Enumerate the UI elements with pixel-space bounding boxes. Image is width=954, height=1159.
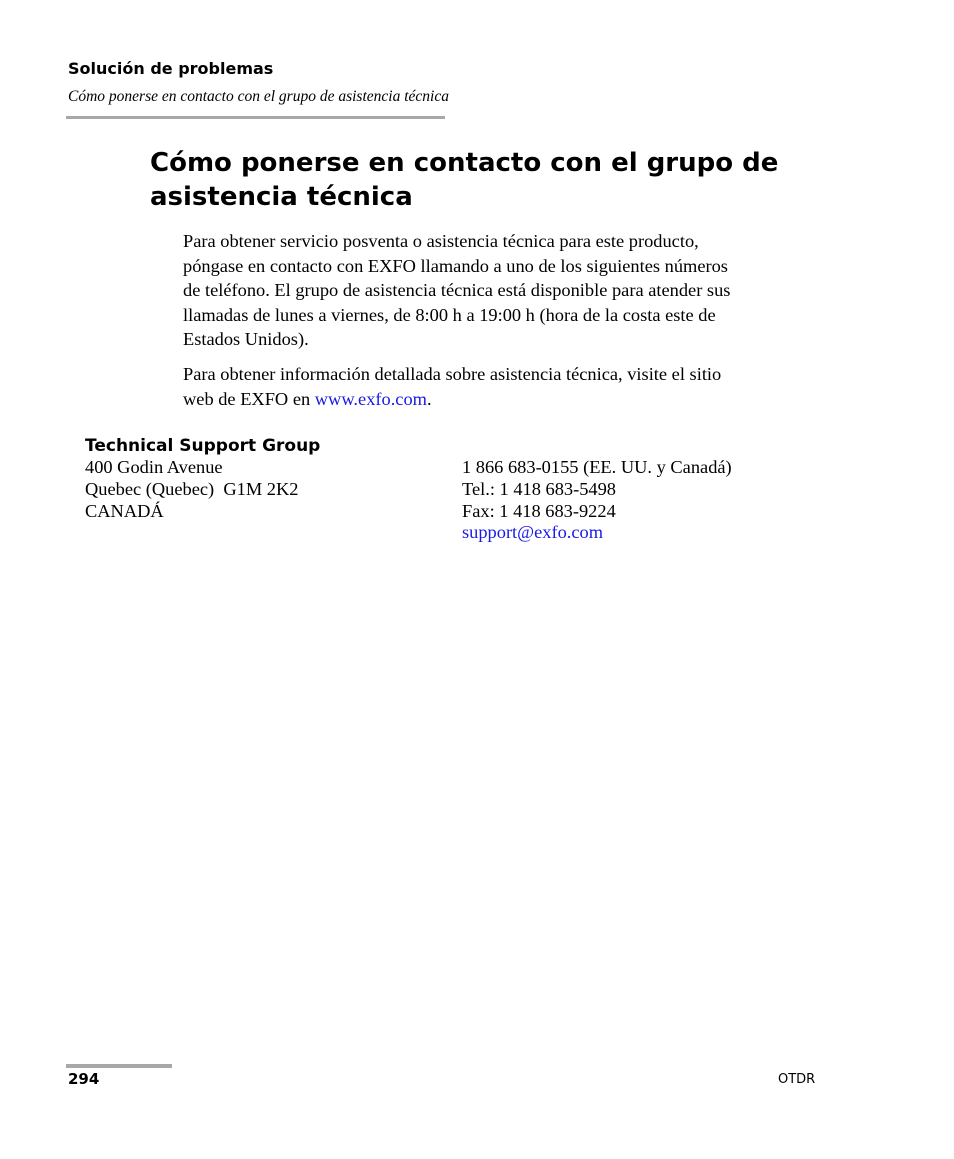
running-header-section: Solución de problemas <box>68 59 274 78</box>
intro-line: Para obtener servicio posventa o asistencia técnica para este producto, <box>183 231 699 251</box>
contact-numbers <box>462 457 732 544</box>
phone-tollfree: 1 866 683-0155 (EE. UU. y Canadá) <box>462 457 732 477</box>
address-line: 400 Godin Avenue <box>85 457 223 477</box>
website-prefix: web de EXFO en <box>183 388 315 409</box>
footer-divider <box>66 1064 172 1068</box>
intro-line: de teléfono. El grupo de asistencia técnica está disponible para atender sus <box>183 280 731 300</box>
support-email-link[interactable]: support@exfo.com <box>462 522 604 543</box>
contact-address <box>85 457 298 522</box>
address-line: Quebec (Quebec) G1M 2K2 <box>85 478 299 499</box>
website-link[interactable]: www.exfo.com <box>314 388 427 409</box>
phone-fax: Fax: 1 418 683-9224 <box>462 500 616 521</box>
running-header-subsection: Cómo ponerse en contacto con el grupo de asistencia técnica <box>68 88 449 105</box>
website-line-2 <box>183 387 833 412</box>
website-line-1: Para obtener información detallada sobre asistencia técnica, visite el sitio <box>183 364 722 384</box>
intro-line: póngase en contacto con EXFO llamando a uno de los siguientes números <box>183 255 728 276</box>
website-suffix: . <box>426 388 432 409</box>
product-name: OTDR <box>778 1072 816 1087</box>
page-number: 294 <box>68 1070 100 1088</box>
intro-paragraph <box>183 229 833 352</box>
phone-tel: Tel.: 1 418 683-5498 <box>462 478 616 499</box>
page-title <box>150 146 850 214</box>
website-paragraph <box>183 362 833 411</box>
page-title-line-2: asistencia técnica <box>150 182 413 212</box>
page-title-line-1: Cómo ponerse en contacto con el grupo de <box>150 148 779 178</box>
intro-line: Estados Unidos). <box>183 329 309 349</box>
intro-line: llamadas de lunes a viernes, de 8:00 h a 19:00 h (hora de la costa este de <box>183 304 716 325</box>
contact-heading: Technical Support Group <box>85 436 321 456</box>
address-line: CANADÁ <box>85 500 164 521</box>
header-divider <box>66 116 445 119</box>
